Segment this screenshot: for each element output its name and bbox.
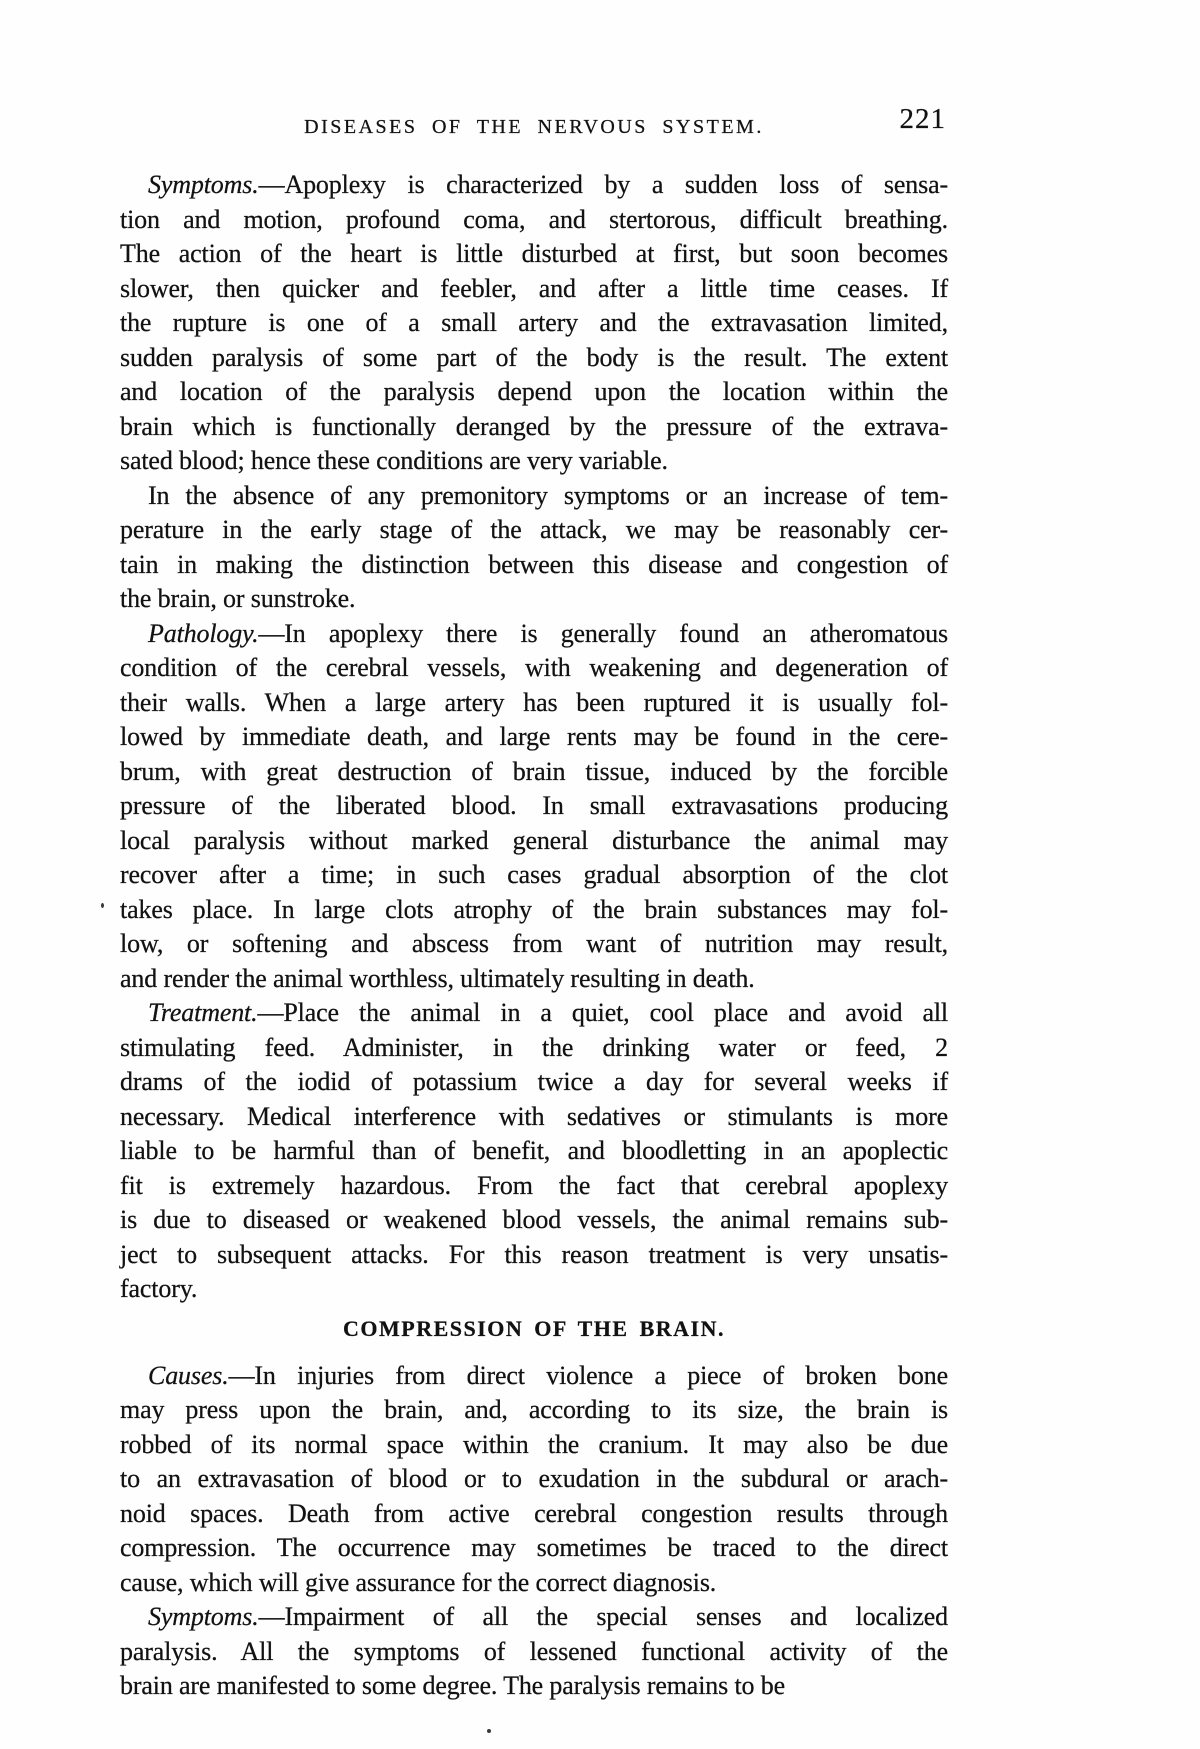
text-line: tion and motion, profound coma, and stertorous, difficult breathing. [120,204,948,234]
text-line: may press upon the brain, and, according to its size, the brain is [120,1395,948,1424]
text-line: slower, then quicker and feebler, and after a little time ceases. If [120,273,948,303]
text-line: stimulating feed. Administer, in the drinking water or feed, 2 [120,1032,948,1062]
text-line: sudden paralysis of some part of the body is the result. The extent [120,342,948,372]
page-body [120,168,948,1704]
text-line: their walls. When a large artery has been ruptured it is usually fol- [120,687,948,717]
text-line: compression. The occurrence may sometimes be traced to the direct [120,1533,948,1562]
text-line: brum, with great destruction of brain tissue, induced by the forcible [120,756,948,786]
text-line: low, or softening and abscess from want of nutrition may result, [120,929,948,958]
text-line: In the absence of any premonitory symptoms or an increase of tem- [148,480,948,510]
text-line: paralysis. All the symptoms of lessened functional activity of the [120,1636,948,1666]
paragraph-lead: Pathology. [148,618,259,648]
text-line: local paralysis without marked general disturbance the animal may [120,825,948,855]
text-line: recover after a time; in such cases gradual absorption of the clot [120,860,948,889]
text-line: drams of the iodid of potassium twice a day for several weeks if [120,1067,948,1096]
text-line: Symptoms.—Apoplexy is characterized by a sudden loss of sensa- [148,170,948,199]
paragraph-lead: Treatment. [148,998,258,1027]
text-line: fit is extremely hazardous. From the fact that cerebral apoplexy [120,1170,948,1200]
text-line: brain are manifested to some degree. The paralysis remains to be [120,1671,785,1700]
text-line: Pathology.—In apoplexy there is generally found an atheromatous [148,618,948,648]
running-title: DISEASES OF THE NERVOUS SYSTEM. [304,116,764,138]
running-header [120,0,948,150]
text-line: takes place. In large clots atrophy of the brain substances may fol- [120,894,948,924]
page-number: 221 [899,103,946,135]
text-line: the brain, or sunstroke. [120,584,356,613]
text-line: Causes.—In injuries from direct violence a piece of broken bone [148,1360,948,1390]
text-line: to an extravasation of blood or to exudation in the subdural or arach- [120,1464,948,1493]
scan-speck-artifact [101,903,104,908]
text-line: condition of the cerebral vessels, with weakening and degeneration of [120,653,948,682]
text-line: the rupture is one of a small artery and the extravasation limited, [120,308,948,337]
paragraph-lead: Causes. [148,1360,229,1390]
text-line: lowed by immediate death, and large rents may be found in the cere- [120,722,948,751]
text-line: brain which is functionally deranged by the pressure of the extrava- [120,411,948,441]
text-line: and location of the paralysis depend upon the location within the [120,377,948,406]
scan-speck-artifact [487,1729,491,1733]
paragraph [120,1359,948,1601]
section-heading: COMPRESSION OF THE BRAIN. [343,1315,725,1341]
text-line: robbed of its normal space within the cranium. It may also be due [120,1429,948,1459]
text-line: is due to diseased or weakened blood vessels, the animal remains sub- [120,1205,948,1234]
text-line: Symptoms.—Impairment of all the special senses and localized [148,1602,948,1631]
text-line: The action of the heart is little disturbed at first, but soon becomes [120,239,948,268]
paragraph-lead: Symptoms. [148,170,259,199]
text-line: tain in making the distinction between this disease and congestion of [120,549,948,579]
text-line: factory. [120,1274,198,1303]
paragraph [120,996,948,1307]
text-line: and render the animal worthless, ultimately resulting in death. [120,963,755,993]
paragraph [120,1600,948,1704]
text-line: liable to be harmful than of benefit, and bloodletting in an apoplectic [120,1136,948,1165]
text-line: perature in the early stage of the attack, we may be reasonably cer- [120,515,948,544]
text-line: pressure of the liberated blood. In small extravasations producing [120,791,948,820]
text-line: sated blood; hence these conditions are very variable. [120,446,668,475]
text-line: noid spaces. Death from active cerebral congestion results through [120,1498,948,1528]
text-line: necessary. Medical interference with sedatives or stimulants is more [120,1101,948,1131]
paragraph [120,479,948,617]
text-line: Treatment.—Place the animal in a quiet, cool place and avoid all [148,998,948,1027]
paragraph-lead: Symptoms. [148,1602,259,1631]
text-line: cause, which will give assurance for the correct diagnosis. [120,1567,717,1597]
paragraph [120,168,948,479]
text-line: ject to subsequent attacks. For this reason treatment is very unsatis- [120,1239,948,1269]
paragraph [120,617,948,997]
